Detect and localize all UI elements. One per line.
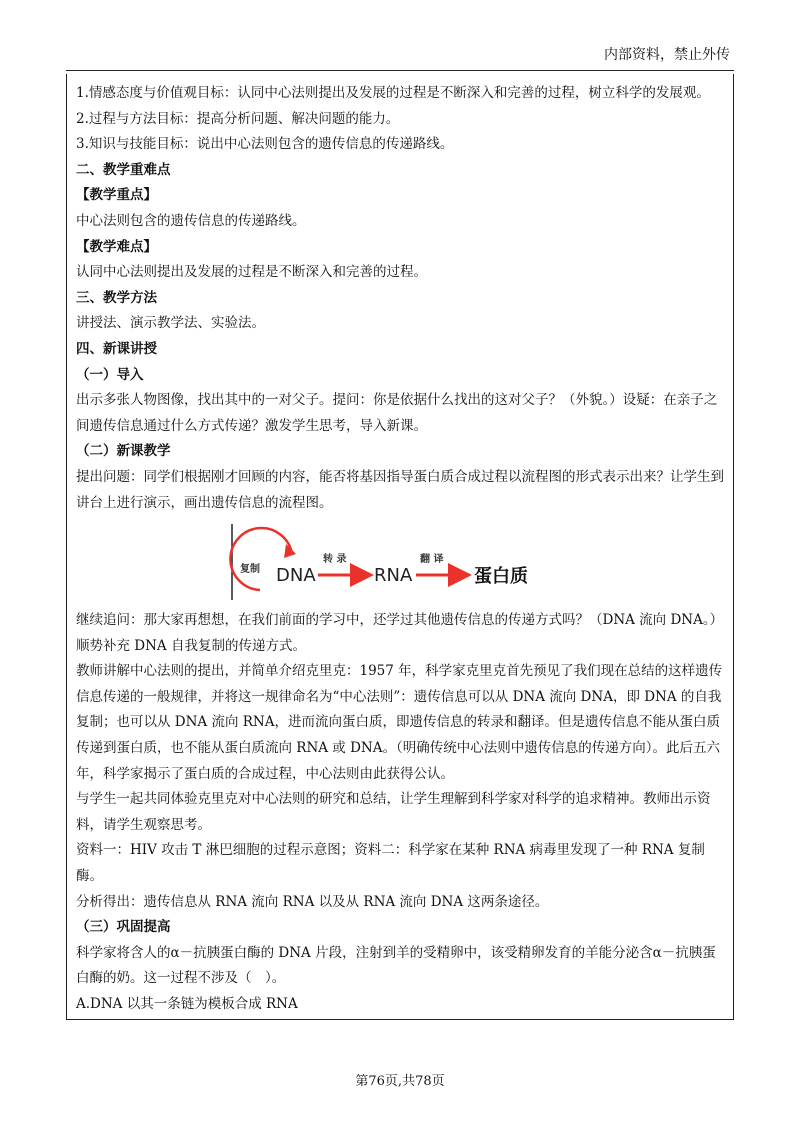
new-lesson-heading: （二）新课教学 <box>76 443 171 460</box>
consolidate-heading: （三）巩固提高 <box>76 919 171 936</box>
lesson-content <box>76 81 728 1018</box>
confidential-note: 内部资料，禁止外传 <box>604 47 730 63</box>
rna-label: RNA <box>374 565 413 587</box>
transcribe-label: 转 录 <box>323 554 347 566</box>
difficult-point-text: 认同中心法则提出及发展的过程是不断深入和完善的过程。 <box>76 264 427 281</box>
key-point-text: 中心法则包含的遗传信息的传递路线。 <box>76 212 306 229</box>
dna-label: DNA <box>276 565 316 587</box>
central-dogma-diagram <box>76 522 728 602</box>
section-4-heading: 四、新课讲授 <box>76 340 157 357</box>
difficult-point-label: 【教学难点】 <box>76 238 157 255</box>
new-lesson-text: 提出问题：同学们根据刚才回顾的内容，能否将基因指导蛋白质合成过程以流程图的形式表示出来？让学生到讲台上进行演示，画出遗传信息的流程图。 <box>76 468 724 511</box>
paragraph-conclusion: 分析得出：遗传信息从 RNA 流向 RNA 以及从 RNA 流向 DNA 这两条途径。 <box>76 893 549 910</box>
header-rule <box>66 70 734 71</box>
paragraph-follow-up: 继续追问：那大家再想想，在我们前面的学习中，还学过其他遗传信息的传递方式吗？（DNA 流向 DNA。）顺势补充 DNA 自我复制的传递方式。 <box>76 612 724 654</box>
paragraph-materials: 资料一：HIV 攻击 T 淋巴细胞的过程示意图；资料二：科学家在某种 RNA 病毒里发现了一种 RNA 复制酶。 <box>76 842 705 885</box>
paragraph-crick: 教师讲解中心法则的提出，并简单介绍克里克：1957 年，科学家克里克首先预见了我们现在总结的这样遗传信息传递的一般规律，并将这一规律命名为“中心法则”：遗传信息可以从 DNA 流向 DNA，即 DNA 的自我复制；也可以从 DNA 流向 RNA，进而流向蛋白质，即遗传信息的转录和翻译。但是遗传信息不能从蛋白质传递到蛋白质，也不能从蛋白质流向 RNA 或 DNA。（明确传统中心法则中遗传信息的传递方向）。此后五六年，科学家揭示了蛋白质的合成过程，中心法则由此获得公认。 <box>76 663 723 782</box>
teaching-methods-text: 讲授法、演示教学法、实验法。 <box>76 315 265 332</box>
paragraph-experience: 与学生一起共同体验克里克对中心法则的研究和总结，让学生理解到科学家对科学的追求精神。教师出示资料，请学生观察思考。 <box>76 791 711 833</box>
section-2-heading: 二、教学重难点 <box>76 161 171 178</box>
exercise-question: 科学家将含人的α－抗胰蛋白酶的 DNA 片段，注射到羊的受精卵中，该受精卵发育的羊能分泌含α－抗胰蛋白酶的奶。这一过程不涉及（ ）。 <box>76 944 716 987</box>
protein-label: 蛋白质 <box>474 566 528 588</box>
translate-label: 翻 译 <box>420 554 444 566</box>
replicate-label: 复制 <box>240 564 260 576</box>
section-3-heading: 三、教学方法 <box>76 289 157 306</box>
objective-2: 2.过程与方法目标：提高分析问题、解决问题的能力。 <box>76 110 400 127</box>
intro-heading: （一）导入 <box>76 366 144 383</box>
flow-diagram-svg <box>226 522 556 602</box>
key-point-label: 【教学重点】 <box>76 187 157 204</box>
page-number: 第76页,共78页 <box>355 1074 445 1089</box>
exercise-option-a: A.DNA 以其一条链为模板合成 RNA <box>76 996 298 1012</box>
objective-1: 1.情感态度与价值观目标：认同中心法则提出及发展的过程是不断深入和完善的过程，树立科学的发展观。 <box>76 85 710 101</box>
objective-3: 3.知识与技能目标：说出中心法则包含的遗传信息的传递路线。 <box>76 136 454 153</box>
intro-text: 出示多张人物图像，找出其中的一对父子。提问：你是依据什么找出的这对父子？（外貌。）设疑：在亲子之间遗传信息通过什么方式传递？激发学生思考，导入新课。 <box>76 392 718 434</box>
